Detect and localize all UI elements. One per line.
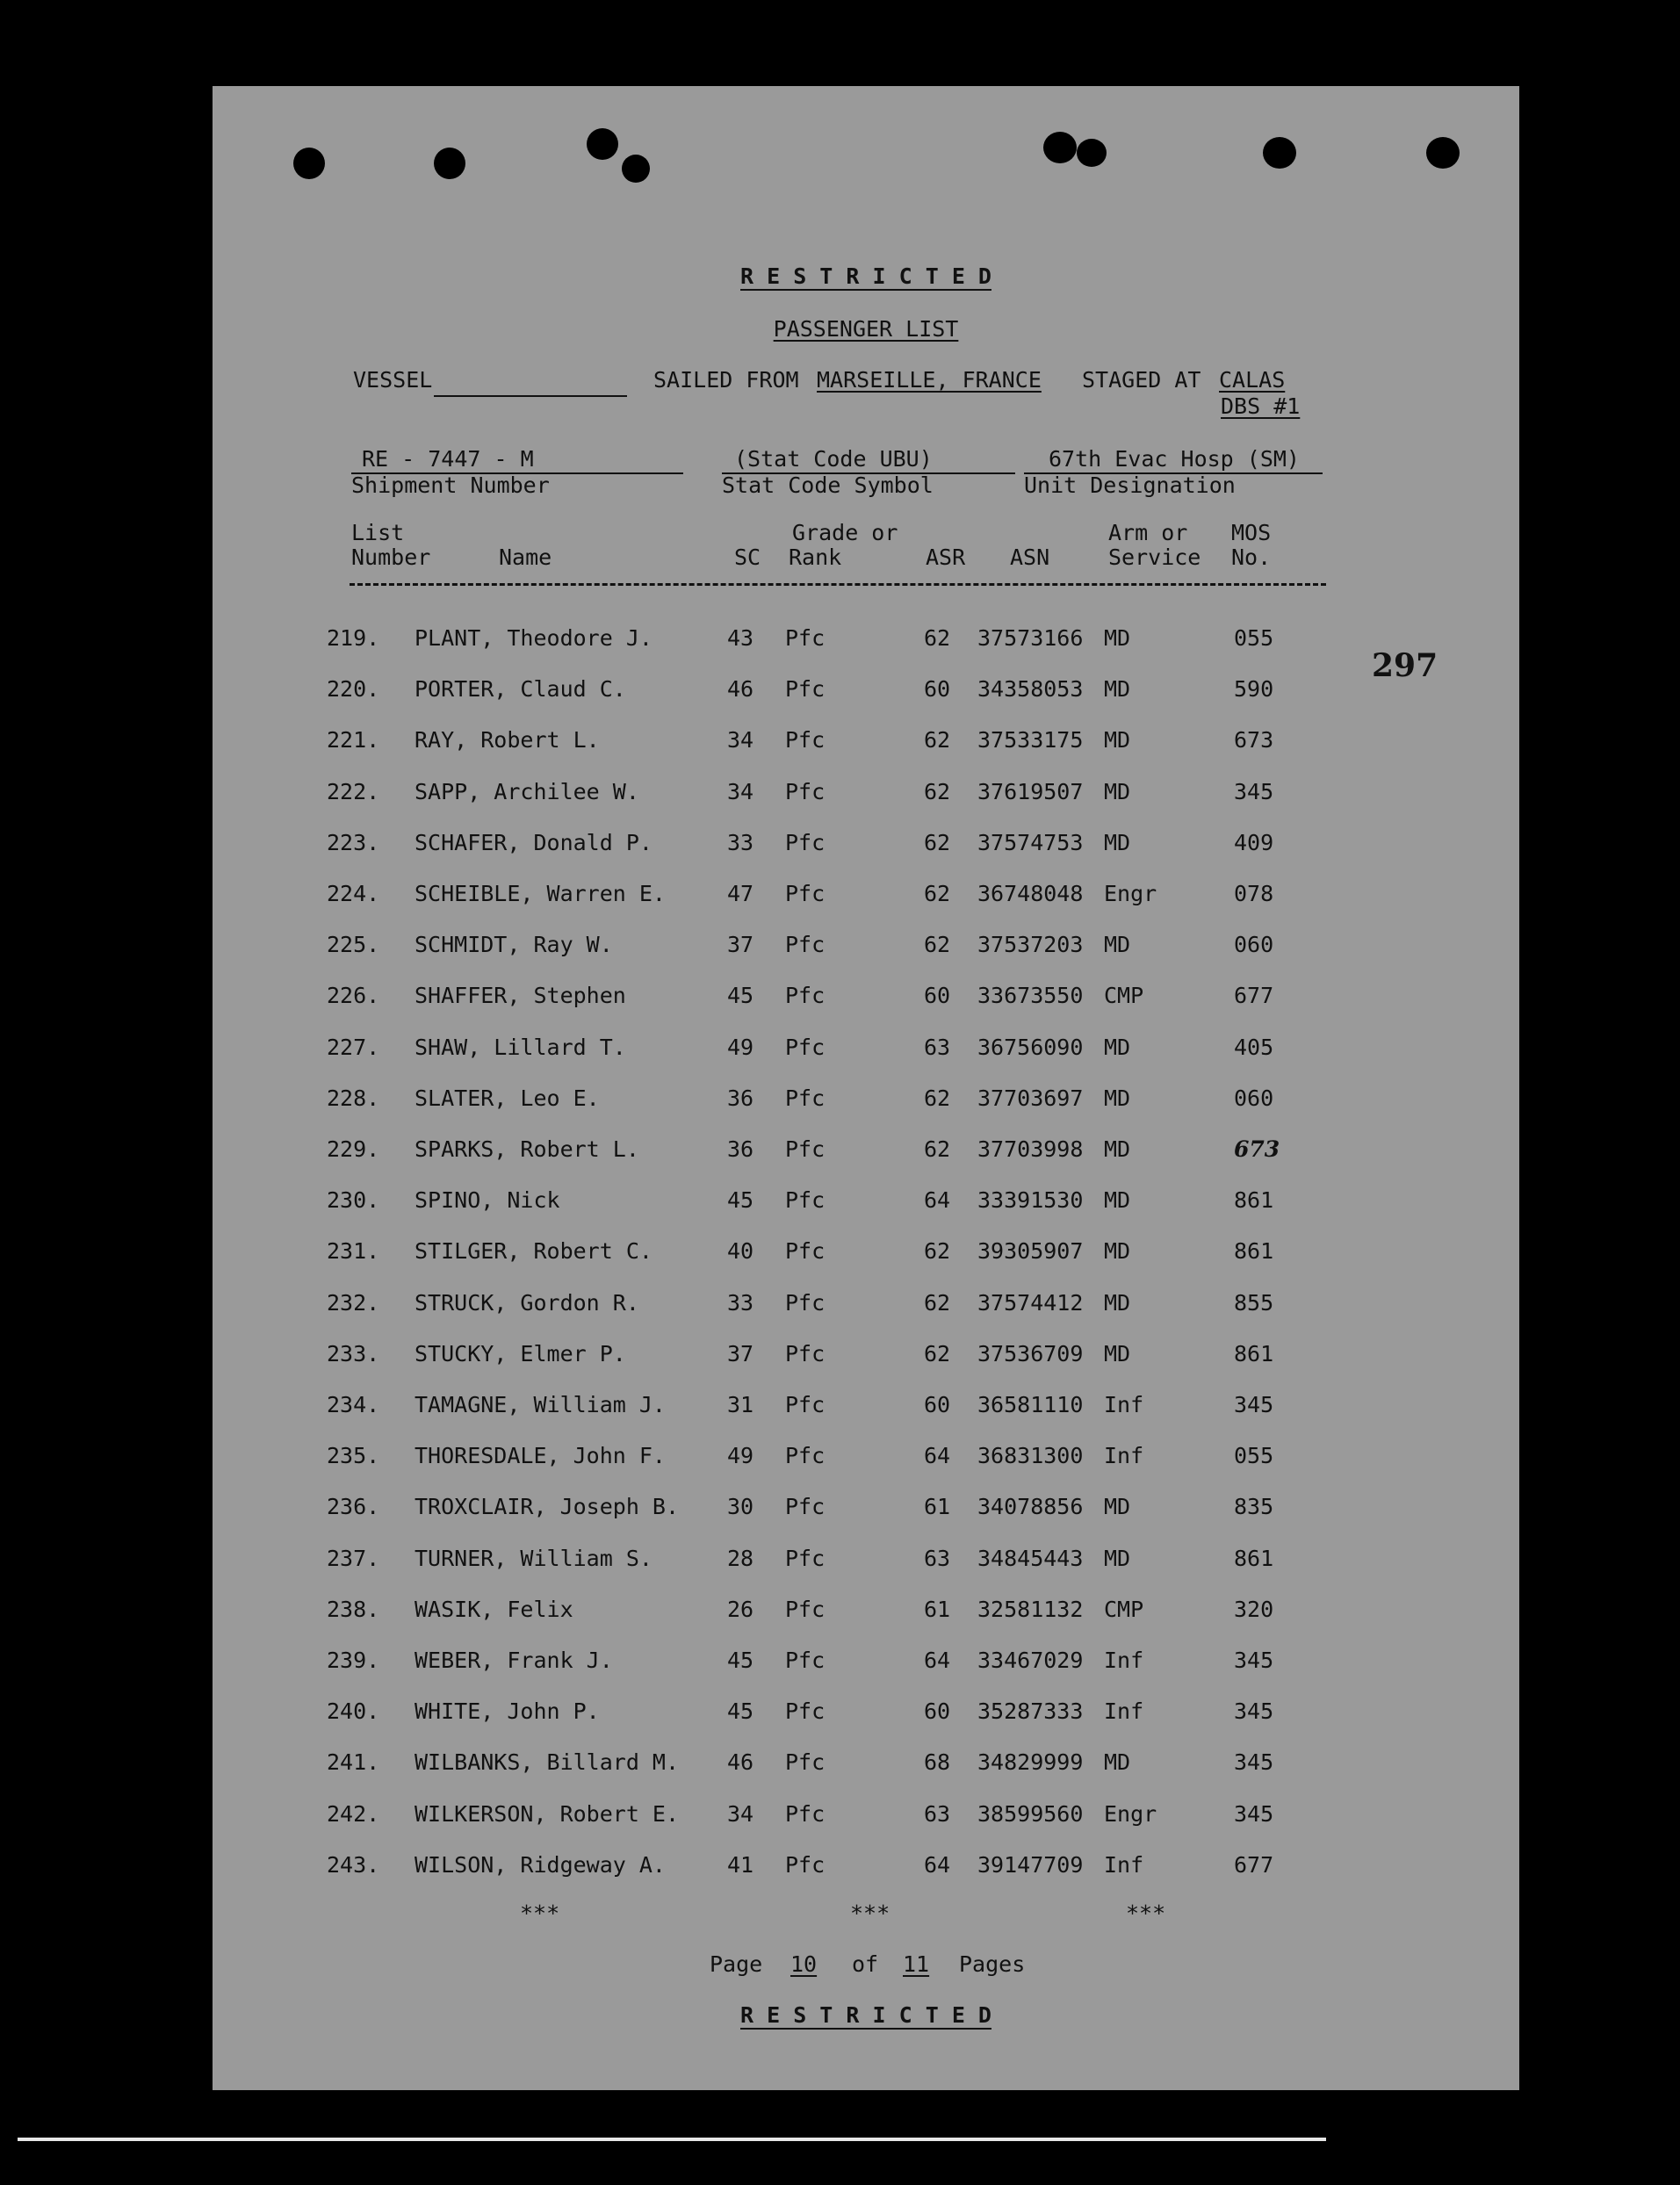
- list-number: 229.: [327, 1136, 380, 1162]
- mos-value: 673: [1234, 727, 1274, 754]
- grade-value: Pfc: [785, 1187, 826, 1214]
- asn-value: 35287333: [977, 1698, 1084, 1725]
- vessel-blank: [434, 395, 627, 397]
- asn-value: 36748048: [977, 881, 1084, 906]
- list-number: 240.: [327, 1698, 380, 1725]
- sc-value: 36: [727, 1136, 754, 1162]
- asr-value: 61: [924, 1494, 951, 1520]
- list-number: 234.: [327, 1392, 380, 1417]
- end-marker-left: ***: [520, 1900, 560, 1926]
- mos-value: 405: [1234, 1034, 1274, 1060]
- mos-value: 078: [1234, 881, 1274, 906]
- asn-value: 37619507: [977, 778, 1084, 804]
- table-row: [213, 1085, 1519, 1112]
- list-number: 233.: [327, 1340, 380, 1367]
- asn-value: 37574412: [977, 1289, 1084, 1316]
- asr-value: 61: [924, 1596, 951, 1622]
- mos-value: 320: [1234, 1596, 1274, 1622]
- asr-value: 62: [924, 881, 951, 906]
- asn-value: 33673550: [977, 983, 1084, 1009]
- mos-value: 590: [1234, 676, 1274, 703]
- grade-value: Pfc: [785, 625, 826, 651]
- grade-value: Pfc: [785, 932, 826, 958]
- sc-value: 33: [727, 1289, 754, 1316]
- list-number: 237.: [327, 1545, 380, 1571]
- passenger-name: PLANT, Theodore J.: [415, 625, 653, 651]
- passenger-name: WHITE, John P.: [415, 1698, 600, 1725]
- grade-value: Pfc: [785, 1800, 826, 1827]
- table-row: [213, 727, 1519, 754]
- arm-value: MD: [1104, 1494, 1131, 1520]
- col-asr: ASR: [926, 544, 966, 570]
- scanner-edge-line: [18, 2138, 1326, 2141]
- asn-value: 34078856: [977, 1494, 1084, 1520]
- table-row: [213, 932, 1519, 958]
- sc-value: 37: [727, 1340, 754, 1367]
- mos-value: 345: [1234, 1698, 1274, 1725]
- mos-value: 060: [1234, 932, 1274, 958]
- col-name: Name: [499, 544, 552, 570]
- footer-total-pages: 11: [903, 1951, 930, 1977]
- table-row: [213, 779, 1519, 805]
- arm-value: Inf: [1104, 1851, 1144, 1878]
- arm-value: Inf: [1104, 1648, 1144, 1673]
- arm-value: MD: [1104, 932, 1131, 958]
- passenger-name: WEBER, Frank J.: [415, 1648, 613, 1673]
- table-row: [213, 1749, 1519, 1776]
- passenger-name: SAPP, Archilee W.: [415, 778, 639, 804]
- passenger-name: SHAW, Lillard T.: [415, 1034, 626, 1060]
- asn-value: 36581110: [977, 1392, 1084, 1417]
- asn-value: 37573166: [977, 625, 1084, 651]
- document-sheet: [213, 86, 1519, 2090]
- sc-value: 34: [727, 778, 754, 804]
- passenger-name: RAY, Robert L.: [415, 727, 600, 754]
- asn-value: 37537203: [977, 932, 1084, 958]
- mos-value: 677: [1234, 983, 1274, 1009]
- asn-value: 38599560: [977, 1800, 1084, 1827]
- mos-value: 855: [1234, 1289, 1274, 1316]
- grade-value: Pfc: [785, 829, 826, 855]
- punch-hole: [1263, 137, 1296, 169]
- mos-value: 345: [1234, 1392, 1274, 1417]
- grade-value: Pfc: [785, 1085, 826, 1111]
- asr-value: 62: [924, 1136, 951, 1162]
- list-number: 219.: [327, 625, 380, 651]
- mos-value: 345: [1234, 1749, 1274, 1776]
- mos-value: 861: [1234, 1340, 1274, 1367]
- table-row: [213, 1290, 1519, 1316]
- sc-value: 41: [727, 1851, 754, 1878]
- grade-value: Pfc: [785, 1340, 826, 1367]
- asr-value: 64: [924, 1443, 951, 1469]
- asn-value: 34358053: [977, 676, 1084, 703]
- table-row: [213, 1392, 1519, 1418]
- asn-value: 32581132: [977, 1596, 1084, 1622]
- punch-hole: [434, 148, 465, 179]
- asr-value: 68: [924, 1749, 951, 1776]
- col-list-number-2: Number: [351, 544, 431, 570]
- passenger-name: THORESDALE, John F.: [415, 1443, 666, 1469]
- list-number: 241.: [327, 1749, 380, 1776]
- passenger-name: WILSON, Ridgeway A.: [415, 1851, 666, 1878]
- asr-value: 60: [924, 1392, 951, 1417]
- grade-value: Pfc: [785, 1289, 826, 1316]
- list-number: 235.: [327, 1443, 380, 1469]
- arm-value: MD: [1104, 1289, 1131, 1316]
- arm-value: MD: [1104, 676, 1131, 703]
- list-number: 224.: [327, 881, 380, 906]
- passenger-name: SPINO, Nick: [415, 1187, 560, 1214]
- col-sc: SC: [734, 544, 761, 570]
- asr-value: 63: [924, 1800, 951, 1827]
- asn-value: 37574753: [977, 829, 1084, 855]
- list-number: 239.: [327, 1648, 380, 1673]
- asr-value: 62: [924, 932, 951, 958]
- classification-header: R E S T R I C T E D: [740, 263, 991, 289]
- list-number: 225.: [327, 932, 380, 958]
- asn-value: 33391530: [977, 1187, 1084, 1214]
- mos-value: 055: [1234, 625, 1274, 651]
- document-title: PASSENGER LIST: [773, 316, 959, 342]
- list-number: 227.: [327, 1034, 380, 1060]
- passenger-name: SLATER, Leo E.: [415, 1085, 600, 1111]
- arm-value: MD: [1104, 1187, 1131, 1214]
- list-number: 228.: [327, 1085, 380, 1111]
- grade-value: Pfc: [785, 1136, 826, 1162]
- arm-value: MD: [1104, 829, 1131, 855]
- arm-value: CMP: [1104, 983, 1144, 1009]
- asn-value: 36756090: [977, 1034, 1084, 1060]
- grade-value: Pfc: [785, 1545, 826, 1571]
- table-row: [213, 1494, 1519, 1520]
- passenger-name: SPARKS, Robert L.: [415, 1136, 639, 1162]
- mos-value: 861: [1234, 1238, 1274, 1265]
- asr-value: 60: [924, 676, 951, 703]
- grade-value: Pfc: [785, 1494, 826, 1520]
- asr-value: 62: [924, 1085, 951, 1111]
- arm-value: MD: [1104, 1034, 1131, 1060]
- staged-at-label: STAGED AT: [1082, 367, 1201, 393]
- arm-value: MD: [1104, 1085, 1131, 1111]
- sc-value: 28: [727, 1545, 754, 1571]
- arm-value: MD: [1104, 727, 1131, 754]
- sc-value: 30: [727, 1494, 754, 1520]
- asr-value: 62: [924, 727, 951, 754]
- arm-value: MD: [1104, 1545, 1131, 1571]
- asn-value: 37703697: [977, 1085, 1084, 1111]
- grade-value: Pfc: [785, 1034, 826, 1060]
- asr-value: 62: [924, 778, 951, 804]
- table-row: [213, 1546, 1519, 1572]
- table-row: [213, 1648, 1519, 1674]
- table-row: [213, 1801, 1519, 1828]
- sc-value: 45: [727, 1187, 754, 1214]
- arm-value: Engr: [1104, 1800, 1157, 1827]
- footer-page-number: 10: [790, 1951, 818, 1977]
- grade-value: Pfc: [785, 1648, 826, 1673]
- footer-pages-label: Pages: [959, 1951, 1026, 1977]
- staged-at-value: CALAS: [1219, 367, 1286, 393]
- stat-code-label: Stat Code Symbol: [722, 472, 934, 498]
- table-row: [213, 625, 1519, 652]
- asn-value: 34845443: [977, 1545, 1084, 1571]
- arm-value: MD: [1104, 1136, 1131, 1162]
- col-grade-1: Grade or: [792, 520, 898, 545]
- col-arm-2: Service: [1108, 544, 1201, 570]
- list-number: 220.: [327, 676, 380, 703]
- asr-value: 64: [924, 1187, 951, 1214]
- punch-hole: [587, 128, 618, 160]
- sc-value: 43: [727, 625, 754, 651]
- passenger-name: STRUCK, Gordon R.: [415, 1289, 639, 1316]
- table-row: [213, 1597, 1519, 1623]
- passenger-name: SHAFFER, Stephen: [415, 983, 626, 1009]
- asn-value: 36831300: [977, 1443, 1084, 1469]
- mos-value: 677: [1234, 1851, 1274, 1878]
- sc-value: 46: [727, 676, 754, 703]
- sailed-from-label: SAILED FROM: [653, 367, 799, 393]
- passenger-name: PORTER, Claud C.: [415, 676, 626, 703]
- table-row: [213, 881, 1519, 907]
- sailed-from-value: MARSEILLE, FRANCE: [817, 367, 1042, 393]
- passenger-name: WILBANKS, Billard M.: [415, 1749, 680, 1776]
- sc-value: 45: [727, 1698, 754, 1725]
- grade-value: Pfc: [785, 881, 826, 906]
- passenger-name: TAMAGNE, William J.: [415, 1392, 666, 1417]
- asn-value: 37533175: [977, 727, 1084, 754]
- grade-value: Pfc: [785, 1443, 826, 1469]
- passenger-name: SCHMIDT, Ray W.: [415, 932, 613, 958]
- col-asn: ASN: [1010, 544, 1050, 570]
- asn-value: 33467029: [977, 1648, 1084, 1673]
- asr-value: 60: [924, 983, 951, 1009]
- list-number: 242.: [327, 1800, 380, 1827]
- asr-value: 60: [924, 1698, 951, 1725]
- passenger-name: SCHEIBLE, Warren E.: [415, 881, 666, 906]
- sc-value: 49: [727, 1034, 754, 1060]
- table-row: [213, 830, 1519, 856]
- passenger-name: WASIK, Felix: [415, 1596, 573, 1622]
- mos-value: 345: [1234, 1800, 1274, 1827]
- col-arm-1: Arm or: [1108, 520, 1188, 545]
- end-marker-right: ***: [1126, 1900, 1166, 1926]
- arm-value: MD: [1104, 1238, 1131, 1265]
- passenger-name: STUCKY, Elmer P.: [415, 1340, 626, 1367]
- col-list-number-1: List: [351, 520, 405, 545]
- passenger-name: SCHAFER, Donald P.: [415, 829, 653, 855]
- grade-value: Pfc: [785, 727, 826, 754]
- arm-value: MD: [1104, 778, 1131, 804]
- punch-hole: [622, 155, 650, 183]
- punch-hole: [1043, 132, 1077, 163]
- list-number: 231.: [327, 1238, 380, 1265]
- sc-value: 33: [727, 829, 754, 855]
- sc-value: 45: [727, 983, 754, 1009]
- header-dashed-rule: [350, 583, 1326, 586]
- sc-value: 36: [727, 1085, 754, 1111]
- list-number: 232.: [327, 1289, 380, 1316]
- mos-value: 345: [1234, 1648, 1274, 1673]
- footer-of-label: of: [852, 1951, 879, 1977]
- col-mos-1: MOS: [1231, 520, 1272, 545]
- asr-value: 62: [924, 625, 951, 651]
- table-row: [213, 1698, 1519, 1725]
- sc-value: 46: [727, 1749, 754, 1776]
- passenger-name: STILGER, Robert C.: [415, 1238, 653, 1265]
- staged-at-sub: DBS #1: [1221, 393, 1301, 419]
- passenger-name: TROXCLAIR, Joseph B.: [415, 1494, 680, 1520]
- unit-designation-label: Unit Designation: [1024, 472, 1236, 498]
- stamped-page-number: 297: [1372, 647, 1438, 684]
- sc-value: 26: [727, 1596, 754, 1622]
- asn-value: 34829999: [977, 1749, 1084, 1776]
- arm-value: CMP: [1104, 1596, 1144, 1622]
- grade-value: Pfc: [785, 676, 826, 703]
- sc-value: 47: [727, 881, 754, 906]
- asn-value: 39147709: [977, 1851, 1084, 1878]
- mos-value: 409: [1234, 829, 1274, 855]
- table-row: [213, 1238, 1519, 1265]
- sc-value: 45: [727, 1648, 754, 1673]
- arm-value: Engr: [1104, 881, 1157, 906]
- sc-value: 40: [727, 1238, 754, 1265]
- arm-value: Inf: [1104, 1443, 1144, 1469]
- sc-value: 31: [727, 1392, 754, 1417]
- table-row: [213, 1443, 1519, 1469]
- grade-value: Pfc: [785, 1238, 826, 1265]
- table-row: [213, 676, 1519, 703]
- arm-value: MD: [1104, 1749, 1131, 1776]
- end-marker-center: ***: [850, 1900, 890, 1926]
- stat-code: (Stat Code UBU): [734, 446, 933, 472]
- grade-value: Pfc: [785, 1698, 826, 1725]
- asr-value: 63: [924, 1545, 951, 1571]
- mos-value: 861: [1234, 1545, 1274, 1571]
- mos-value: 861: [1234, 1187, 1274, 1214]
- list-number: 238.: [327, 1596, 380, 1622]
- asn-value: 37536709: [977, 1340, 1084, 1367]
- arm-value: MD: [1104, 1340, 1131, 1367]
- table-row: [213, 1136, 1519, 1163]
- grade-value: Pfc: [785, 1749, 826, 1776]
- asn-value: 37703998: [977, 1136, 1084, 1162]
- asr-value: 63: [924, 1034, 951, 1060]
- mos-value: 060: [1234, 1085, 1274, 1111]
- classification-footer: R E S T R I C T E D: [740, 2002, 991, 2028]
- shipment-number: RE - 7447 - M: [362, 446, 534, 472]
- grade-value: Pfc: [785, 1851, 826, 1878]
- punch-hole: [293, 148, 325, 179]
- asr-value: 62: [924, 1340, 951, 1367]
- asr-value: 62: [924, 829, 951, 855]
- arm-value: Inf: [1104, 1392, 1144, 1417]
- list-number: 223.: [327, 829, 380, 855]
- grade-value: Pfc: [785, 983, 826, 1009]
- asr-value: 62: [924, 1238, 951, 1265]
- asn-value: 39305907: [977, 1238, 1084, 1265]
- list-number: 221.: [327, 727, 380, 754]
- list-number: 222.: [327, 778, 380, 804]
- sc-value: 34: [727, 1800, 754, 1827]
- mos-value: 345: [1234, 778, 1274, 804]
- list-number: 230.: [327, 1187, 380, 1214]
- table-row: [213, 1341, 1519, 1367]
- arm-value: Inf: [1104, 1698, 1144, 1725]
- vessel-label: VESSEL: [353, 367, 433, 393]
- punch-hole: [1426, 137, 1460, 169]
- grade-value: Pfc: [785, 1596, 826, 1622]
- col-mos-2: No.: [1231, 544, 1272, 570]
- sc-value: 37: [727, 932, 754, 958]
- col-grade-2: Rank: [789, 544, 842, 570]
- sc-value: 34: [727, 727, 754, 754]
- arm-value: MD: [1104, 625, 1131, 651]
- passenger-name: WILKERSON, Robert E.: [415, 1800, 680, 1827]
- grade-value: Pfc: [785, 1392, 826, 1417]
- shipment-number-label: Shipment Number: [351, 472, 550, 498]
- sc-value: 49: [727, 1443, 754, 1469]
- list-number: 236.: [327, 1494, 380, 1520]
- table-row: [213, 1852, 1519, 1879]
- list-number: 226.: [327, 983, 380, 1009]
- passenger-name: TURNER, William S.: [415, 1545, 653, 1571]
- list-number: 243.: [327, 1851, 380, 1878]
- mos-value: 835: [1234, 1494, 1274, 1520]
- asr-value: 64: [924, 1851, 951, 1878]
- unit-designation: 67th Evac Hosp (SM): [1049, 446, 1300, 472]
- table-row: [213, 983, 1519, 1009]
- grade-value: Pfc: [785, 778, 826, 804]
- asr-value: 62: [924, 1289, 951, 1316]
- punch-hole: [1077, 139, 1107, 167]
- mos-value: 055: [1234, 1443, 1274, 1469]
- table-row: [213, 1187, 1519, 1214]
- asr-value: 64: [924, 1648, 951, 1673]
- mos-value: 673: [1234, 1136, 1280, 1162]
- table-row: [213, 1035, 1519, 1061]
- footer-page-label: Page: [710, 1951, 763, 1977]
